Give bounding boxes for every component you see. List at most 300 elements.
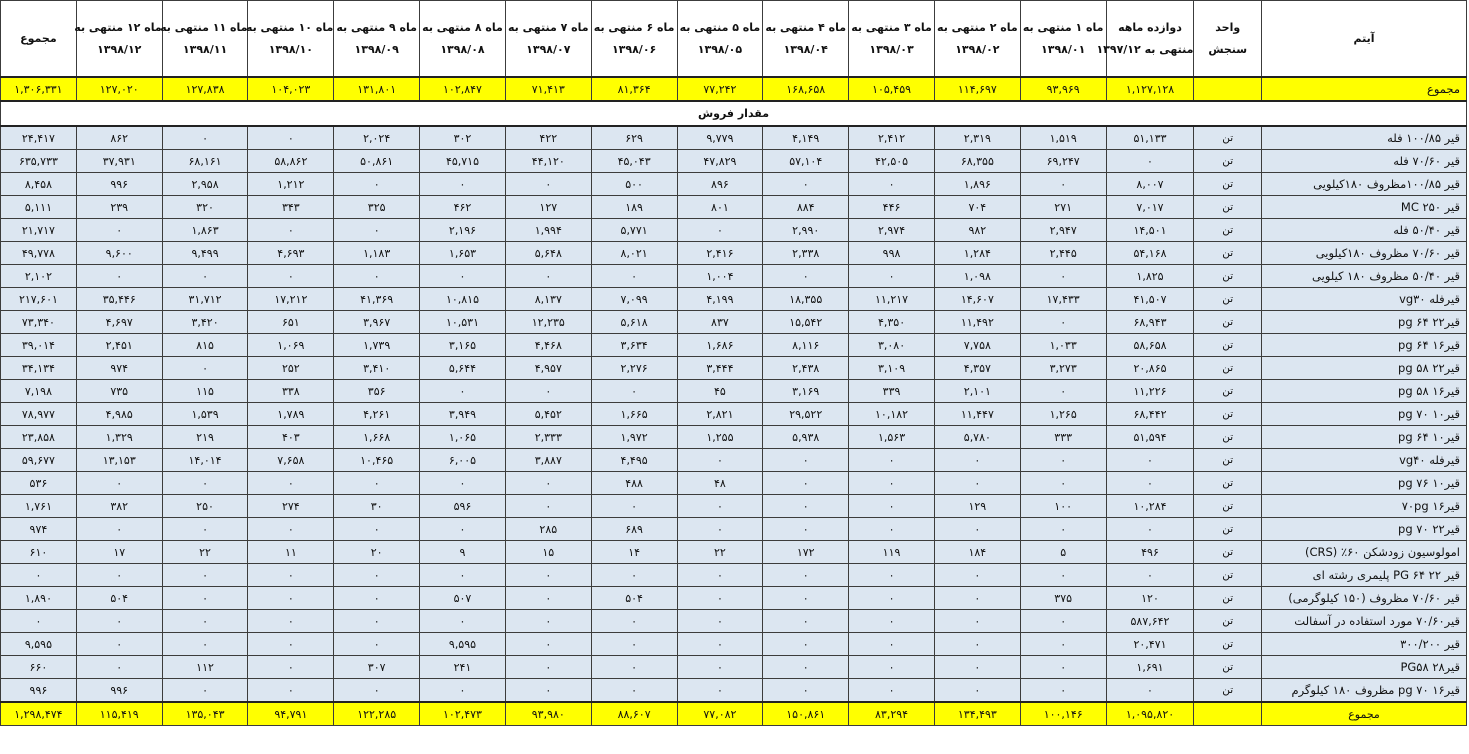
value-cell: ۰ <box>591 564 677 587</box>
value-cell: ۵,۶۴۸ <box>505 242 591 265</box>
value-cell: ۳۱,۷۱۲ <box>162 288 248 311</box>
value-cell: ۲۱,۷۱۷ <box>1 219 77 242</box>
value-cell: ۰ <box>763 173 849 196</box>
unit-cell: تن <box>1194 126 1262 150</box>
value-cell: ۳۳۹ <box>849 380 935 403</box>
value-cell: ۵۹۶ <box>420 495 506 518</box>
value-cell: ۵۰۷ <box>420 587 506 610</box>
value-cell: ۳۰۷ <box>334 656 420 679</box>
value-cell: ۱۲۷,۸۳۸ <box>162 77 248 101</box>
value-cell: ۴۴,۱۲۰ <box>505 150 591 173</box>
value-cell: ۷۳,۳۴۰ <box>1 311 77 334</box>
value-cell: ۱,۳۰۶,۳۳۱ <box>1 77 77 101</box>
value-cell: ۲۸۵ <box>505 518 591 541</box>
value-cell: ۲۲ <box>162 541 248 564</box>
value-cell: ۱,۰۶۵ <box>420 426 506 449</box>
table-row <box>1 426 1467 449</box>
column-header: ماه ۲ منتهی به ۱۳۹۸/۰۲ <box>934 1 1020 78</box>
value-cell: ۴,۳۵۷ <box>934 357 1020 380</box>
value-cell: ۰ <box>505 380 591 403</box>
value-cell: ۳۳۸ <box>248 380 334 403</box>
value-cell: ۵,۶۴۴ <box>420 357 506 380</box>
value-cell: ۴۵,۰۴۳ <box>591 150 677 173</box>
value-cell: ۸۱,۳۶۴ <box>591 77 677 101</box>
value-cell: ۰ <box>76 610 162 633</box>
value-cell: ۱,۲۱۲ <box>248 173 334 196</box>
value-cell: ۱,۳۲۹ <box>76 426 162 449</box>
item-cell: مجموع <box>1262 702 1467 726</box>
value-cell: ۰ <box>162 357 248 380</box>
table-row <box>1 196 1467 219</box>
value-cell: ۲۴,۴۱۷ <box>1 126 77 150</box>
item-cell: قیرفله vg۴۰ <box>1262 449 1467 472</box>
value-cell: ۳,۶۳۴ <box>591 334 677 357</box>
value-cell: ۲,۴۱۶ <box>677 242 763 265</box>
value-cell: ۰ <box>505 679 591 703</box>
value-cell: ۰ <box>1020 311 1106 334</box>
table-row <box>1 656 1467 679</box>
value-cell: ۹۷۴ <box>76 357 162 380</box>
table-row <box>1 380 1467 403</box>
value-cell: ۴۸ <box>677 472 763 495</box>
value-cell: ۱۷,۴۳۳ <box>1020 288 1106 311</box>
value-cell: ۲,۳۳۸ <box>763 242 849 265</box>
item-cell: قیرفله vg۳۰ <box>1262 288 1467 311</box>
value-cell: ۸۱۵ <box>162 334 248 357</box>
unit-cell: تن <box>1194 357 1262 380</box>
table-row <box>1 150 1467 173</box>
value-cell: ۷,۱۹۸ <box>1 380 77 403</box>
value-cell: ۰ <box>763 449 849 472</box>
value-cell: ۰ <box>849 633 935 656</box>
value-cell: ۵۸,۶۵۸ <box>1106 334 1194 357</box>
value-cell: ۰ <box>849 564 935 587</box>
value-cell: ۲۲ <box>677 541 763 564</box>
value-cell: ۱۱,۴۴۷ <box>934 403 1020 426</box>
value-cell: ۲,۳۱۹ <box>934 126 1020 150</box>
value-cell: ۰ <box>505 564 591 587</box>
value-cell: ۰ <box>420 173 506 196</box>
value-cell: ۲,۱۰۱ <box>934 380 1020 403</box>
value-cell: ۱۳۴,۴۹۳ <box>934 702 1020 726</box>
value-cell: ۱,۹۷۲ <box>591 426 677 449</box>
unit-cell: تن <box>1194 265 1262 288</box>
column-header: ماه ۱ منتهی به ۱۳۹۸/۰۱ <box>1020 1 1106 78</box>
value-cell: ۰ <box>849 265 935 288</box>
value-cell: ۲,۸۲۱ <box>677 403 763 426</box>
value-cell: ۸۶۲ <box>76 126 162 150</box>
value-cell: ۴,۶۹۳ <box>248 242 334 265</box>
value-cell: ۴,۱۴۹ <box>763 126 849 150</box>
value-cell: ۰ <box>248 679 334 703</box>
value-cell: ۵۷,۱۰۴ <box>763 150 849 173</box>
unit-cell: تن <box>1194 219 1262 242</box>
table-row <box>1 219 1467 242</box>
value-cell: ۰ <box>505 587 591 610</box>
value-cell: ۴۵,۷۱۵ <box>420 150 506 173</box>
value-cell: ۱۳۵,۰۴۳ <box>162 702 248 726</box>
value-cell: ۰ <box>1106 518 1194 541</box>
value-cell: ۵۰۰ <box>591 173 677 196</box>
value-cell: ۹۳,۹۶۹ <box>1020 77 1106 101</box>
value-cell: ۱,۰۰۴ <box>677 265 763 288</box>
value-cell: ۰ <box>420 679 506 703</box>
value-cell: ۶۳۵,۷۳۳ <box>1 150 77 173</box>
value-cell: ۹۳,۹۸۰ <box>505 702 591 726</box>
item-cell: قیر۲۲ ۷۰ pg <box>1262 518 1467 541</box>
value-cell: ۲۳۹ <box>76 196 162 219</box>
value-cell: ۷,۷۵۸ <box>934 334 1020 357</box>
value-cell: ۱۸۹ <box>591 196 677 219</box>
unit-cell: تن <box>1194 564 1262 587</box>
value-cell: ۵,۴۵۲ <box>505 403 591 426</box>
unit-cell: تن <box>1194 472 1262 495</box>
table-row <box>1 403 1467 426</box>
value-cell: ۰ <box>1020 380 1106 403</box>
value-cell: ۶۸۹ <box>591 518 677 541</box>
value-cell: ۱۲۷ <box>505 196 591 219</box>
value-cell: ۷۸,۹۷۷ <box>1 403 77 426</box>
value-cell: ۶۸,۴۴۲ <box>1106 403 1194 426</box>
value-cell: ۱,۰۹۸ <box>934 265 1020 288</box>
value-cell: ۰ <box>76 265 162 288</box>
value-cell: ۰ <box>248 518 334 541</box>
value-cell: ۰ <box>934 564 1020 587</box>
value-cell: ۷۷,۲۴۲ <box>677 77 763 101</box>
value-cell: ۳,۰۸۰ <box>849 334 935 357</box>
value-cell: ۳۰ <box>334 495 420 518</box>
value-cell: ۰ <box>1020 633 1106 656</box>
value-cell: ۱۰,۵۳۱ <box>420 311 506 334</box>
value-cell: ۴,۱۹۹ <box>677 288 763 311</box>
value-cell: ۱,۶۹۱ <box>1106 656 1194 679</box>
value-cell: ۱۲۰ <box>1106 587 1194 610</box>
column-header: ماه ۱۰ منتهی به ۱۳۹۸/۱۰ <box>248 1 334 78</box>
value-cell: ۲۰ <box>334 541 420 564</box>
unit-cell: تن <box>1194 426 1262 449</box>
value-cell: ۳,۱۶۵ <box>420 334 506 357</box>
value-cell: ۰ <box>334 679 420 703</box>
value-cell: ۵۴,۱۶۸ <box>1106 242 1194 265</box>
value-cell: ۱۴,۶۰۷ <box>934 288 1020 311</box>
value-cell: ۳,۱۰۹ <box>849 357 935 380</box>
value-cell: ۴۹,۷۷۸ <box>1 242 77 265</box>
value-cell: ۱,۰۳۳ <box>1020 334 1106 357</box>
value-cell: ۰ <box>334 173 420 196</box>
value-cell: ۰ <box>763 564 849 587</box>
item-cell: قیر۱۰ ۷۶ pg <box>1262 472 1467 495</box>
value-cell: ۰ <box>248 126 334 150</box>
value-cell: ۳,۹۶۷ <box>334 311 420 334</box>
value-cell: ۰ <box>505 472 591 495</box>
value-cell: ۲,۰۲۴ <box>334 126 420 150</box>
value-cell: ۱۴,۰۱۴ <box>162 449 248 472</box>
value-cell: ۱۷ <box>76 541 162 564</box>
value-cell: ۴۲,۵۰۵ <box>849 150 935 173</box>
value-cell: ۳,۴۲۰ <box>162 311 248 334</box>
column-header: ماه ۹ منتهی به ۱۳۹۸/۰۹ <box>334 1 420 78</box>
value-cell: ۱۴,۵۰۱ <box>1106 219 1194 242</box>
value-cell: ۰ <box>420 472 506 495</box>
item-cell: قیر۱۰ ۷۰ pg <box>1262 403 1467 426</box>
value-cell: ۸,۱۳۷ <box>505 288 591 311</box>
value-cell: ۳,۸۸۷ <box>505 449 591 472</box>
value-cell: ۱۸,۳۵۵ <box>763 288 849 311</box>
value-cell: ۱,۶۶۵ <box>591 403 677 426</box>
column-header: مجموع <box>1 1 77 78</box>
value-cell: ۰ <box>763 265 849 288</box>
item-cell: قیر۲۸ PG۵۸ <box>1262 656 1467 679</box>
value-cell: ۱۲,۲۳۵ <box>505 311 591 334</box>
value-cell: ۴,۴۶۸ <box>505 334 591 357</box>
value-cell: ۳,۱۶۹ <box>763 380 849 403</box>
value-cell: ۴,۴۹۵ <box>591 449 677 472</box>
value-cell: ۰ <box>763 518 849 541</box>
value-cell: ۷۳۵ <box>76 380 162 403</box>
value-cell: ۰ <box>591 610 677 633</box>
value-cell: ۱۰,۸۱۵ <box>420 288 506 311</box>
value-cell: ۰ <box>334 633 420 656</box>
value-cell: ۰ <box>334 518 420 541</box>
column-header: ماه ۱۱ منتهی به ۱۳۹۸/۱۱ <box>162 1 248 78</box>
value-cell: ۰ <box>1106 150 1194 173</box>
value-cell: ۳۲۵ <box>334 196 420 219</box>
value-cell: ۴,۲۶۱ <box>334 403 420 426</box>
item-cell: قیر ۳۰۰/۲۰۰ <box>1262 633 1467 656</box>
value-cell: ۰ <box>591 495 677 518</box>
column-header: آیتم <box>1262 1 1467 78</box>
value-cell: ۰ <box>763 633 849 656</box>
value-cell: ۶,۰۰۵ <box>420 449 506 472</box>
value-cell: ۸۳,۲۹۴ <box>849 702 935 726</box>
item-cell: قیر ۲۵۰ MC <box>1262 196 1467 219</box>
item-cell: قیر۱۶ ۵۸ pg <box>1262 380 1467 403</box>
value-cell: ۱,۶۵۳ <box>420 242 506 265</box>
value-cell: ۰ <box>248 219 334 242</box>
value-cell: ۱۱۵ <box>162 380 248 403</box>
value-cell: ۰ <box>591 679 677 703</box>
value-cell: ۱,۱۸۳ <box>334 242 420 265</box>
value-cell: ۳۷,۹۳۱ <box>76 150 162 173</box>
unit-cell: تن <box>1194 449 1262 472</box>
value-cell: ۲۳,۸۵۸ <box>1 426 77 449</box>
value-cell: ۰ <box>162 518 248 541</box>
table-row <box>1 173 1467 196</box>
value-cell: ۰ <box>1106 472 1194 495</box>
value-cell: ۰ <box>934 633 1020 656</box>
value-cell: ۲,۱۰۲ <box>1 265 77 288</box>
value-cell: ۰ <box>763 587 849 610</box>
value-cell: ۱۱۴,۶۹۷ <box>934 77 1020 101</box>
value-cell: ۰ <box>591 656 677 679</box>
value-cell: ۰ <box>334 610 420 633</box>
value-cell: ۴,۹۸۵ <box>76 403 162 426</box>
value-cell: ۱۱۹ <box>849 541 935 564</box>
table-row <box>1 242 1467 265</box>
value-cell: ۹۷۴ <box>1 518 77 541</box>
value-cell: ۴۵ <box>677 380 763 403</box>
item-cell: مجموع <box>1262 77 1467 101</box>
value-cell: ۹۴,۷۹۱ <box>248 702 334 726</box>
value-cell: ۵,۷۷۱ <box>591 219 677 242</box>
value-cell: ۸,۴۵۸ <box>1 173 77 196</box>
value-cell: ۳,۲۷۳ <box>1020 357 1106 380</box>
value-cell: ۳۵۶ <box>334 380 420 403</box>
table-row <box>1 449 1467 472</box>
value-cell: ۰ <box>1020 518 1106 541</box>
value-cell: ۰ <box>934 472 1020 495</box>
item-cell: قیر ۱۰۰/۸۵مظروف ۱۸۰کیلویی <box>1262 173 1467 196</box>
value-cell: ۶۸,۳۵۵ <box>934 150 1020 173</box>
unit-cell: تن <box>1194 656 1262 679</box>
value-cell: ۰ <box>849 518 935 541</box>
value-cell: ۰ <box>677 518 763 541</box>
value-cell: ۰ <box>420 265 506 288</box>
value-cell: ۳۰۲ <box>420 126 506 150</box>
value-cell: ۷۷,۰۸۲ <box>677 702 763 726</box>
value-cell: ۰ <box>76 219 162 242</box>
value-cell: ۶۲۹ <box>591 126 677 150</box>
value-cell: ۰ <box>505 265 591 288</box>
value-cell: ۰ <box>248 587 334 610</box>
unit-cell: تن <box>1194 495 1262 518</box>
value-cell: ۰ <box>763 679 849 703</box>
value-cell: ۳۵,۴۴۶ <box>76 288 162 311</box>
table-row <box>1 265 1467 288</box>
value-cell: ۰ <box>76 564 162 587</box>
value-cell: ۰ <box>505 633 591 656</box>
value-cell: ۱۱,۲۲۶ <box>1106 380 1194 403</box>
value-cell: ۴۷,۸۲۹ <box>677 150 763 173</box>
value-cell: ۲۹,۵۲۲ <box>763 403 849 426</box>
value-cell: ۰ <box>420 610 506 633</box>
value-cell: ۰ <box>1020 449 1106 472</box>
value-cell: ۴,۳۵۰ <box>849 311 935 334</box>
value-cell: ۰ <box>934 587 1020 610</box>
value-cell: ۰ <box>420 518 506 541</box>
value-cell: ۰ <box>763 495 849 518</box>
item-cell: قیر ۵۰/۴۰ فله <box>1262 219 1467 242</box>
value-cell: ۹۹۸ <box>849 242 935 265</box>
item-cell: قیر ۲۲ ۶۴ PG پلیمری رشته ای <box>1262 564 1467 587</box>
value-cell: ۰ <box>934 679 1020 703</box>
value-cell: ۲,۹۷۴ <box>849 219 935 242</box>
value-cell: ۱۲۷,۰۲۰ <box>76 77 162 101</box>
column-header: دوازده ماهه منتهی به ۱۳۹۷/۱۲ <box>1106 1 1194 78</box>
value-cell: ۱,۷۸۹ <box>248 403 334 426</box>
value-cell: ۱,۵۶۳ <box>849 426 935 449</box>
value-cell: ۱۵,۵۴۲ <box>763 311 849 334</box>
value-cell: ۸۰۱ <box>677 196 763 219</box>
value-cell: ۱۰۲,۸۴۷ <box>420 77 506 101</box>
value-cell: ۴۸۸ <box>591 472 677 495</box>
value-cell: ۰ <box>677 610 763 633</box>
value-cell: ۲,۹۵۸ <box>162 173 248 196</box>
value-cell: ۵۱,۵۹۴ <box>1106 426 1194 449</box>
value-cell: ۱۰۴,۰۲۳ <box>248 77 334 101</box>
value-cell: ۰ <box>76 518 162 541</box>
top-total-row <box>1 77 1467 101</box>
value-cell: ۰ <box>1 610 77 633</box>
value-cell: ۱,۷۳۹ <box>334 334 420 357</box>
value-cell: ۲۱۷,۶۰۱ <box>1 288 77 311</box>
value-cell: ۰ <box>248 610 334 633</box>
column-header: ماه ۵ منتهی به ۱۳۹۸/۰۵ <box>677 1 763 78</box>
column-header: ماه ۱۲ منتهی به ۱۳۹۸/۱۲ <box>76 1 162 78</box>
value-cell: ۰ <box>1020 610 1106 633</box>
value-cell: ۰ <box>677 564 763 587</box>
value-cell: ۲۵۰ <box>162 495 248 518</box>
value-cell: ۰ <box>934 518 1020 541</box>
column-header: واحد سنجش <box>1194 1 1262 78</box>
value-cell: ۷۱,۴۱۳ <box>505 77 591 101</box>
value-cell: ۱۳۱,۸۰۱ <box>334 77 420 101</box>
value-cell: ۶۱۰ <box>1 541 77 564</box>
value-cell: ۰ <box>849 472 935 495</box>
value-cell: ۱,۵۳۹ <box>162 403 248 426</box>
value-cell: ۰ <box>505 495 591 518</box>
value-cell: ۰ <box>334 472 420 495</box>
value-cell: ۴۰۳ <box>248 426 334 449</box>
item-cell: قیر۲۲ ۶۴ pg <box>1262 311 1467 334</box>
value-cell: ۸,۱۱۶ <box>763 334 849 357</box>
item-cell: قیر۱۶ ۶۴ pg <box>1262 334 1467 357</box>
table-row <box>1 610 1467 633</box>
column-header: ماه ۴ منتهی به ۱۳۹۸/۰۴ <box>763 1 849 78</box>
item-cell: قیر ۷۰/۶۰ مظروف ۱۸۰کیلویی <box>1262 242 1467 265</box>
value-cell: ۱۱۵,۴۱۹ <box>76 702 162 726</box>
value-cell: ۳۸۲ <box>76 495 162 518</box>
value-cell: ۱۲۹ <box>934 495 1020 518</box>
value-cell: ۰ <box>162 265 248 288</box>
value-cell: ۲,۴۵۱ <box>76 334 162 357</box>
table-body <box>1 77 1467 726</box>
item-cell: قیر ۷۰/۶۰ فله <box>1262 150 1467 173</box>
value-cell: ۲,۴۳۸ <box>763 357 849 380</box>
value-cell: ۱۱۲ <box>162 656 248 679</box>
item-cell: قیر۲۲ ۵۸ pg <box>1262 357 1467 380</box>
value-cell: ۱۴ <box>591 541 677 564</box>
value-cell: ۴۶۲ <box>420 196 506 219</box>
unit-cell: تن <box>1194 288 1262 311</box>
value-cell: ۰ <box>849 610 935 633</box>
unit-cell: تن <box>1194 150 1262 173</box>
value-cell: ۴۹۶ <box>1106 541 1194 564</box>
value-cell: ۱,۵۱۹ <box>1020 126 1106 150</box>
unit-cell: تن <box>1194 242 1262 265</box>
value-cell: ۱۳,۱۵۳ <box>76 449 162 472</box>
value-cell: ۷,۰۱۷ <box>1106 196 1194 219</box>
column-header: ماه ۶ منتهی به ۱۳۹۸/۰۶ <box>591 1 677 78</box>
value-cell: ۰ <box>849 679 935 703</box>
value-cell: ۰ <box>248 472 334 495</box>
table-row <box>1 334 1467 357</box>
header-row <box>1 1 1467 78</box>
value-cell: ۳,۴۴۴ <box>677 357 763 380</box>
value-cell: ۰ <box>505 610 591 633</box>
value-cell: ۰ <box>677 633 763 656</box>
value-cell: ۲۰,۸۶۵ <box>1106 357 1194 380</box>
value-cell: ۰ <box>505 656 591 679</box>
value-cell: ۹,۵۹۵ <box>1 633 77 656</box>
value-cell: ۱,۸۶۳ <box>162 219 248 242</box>
value-cell: ۶۸,۹۴۳ <box>1106 311 1194 334</box>
value-cell: ۰ <box>591 265 677 288</box>
value-cell: ۴۱,۵۰۷ <box>1106 288 1194 311</box>
value-cell: ۲,۴۱۲ <box>849 126 935 150</box>
item-cell: قیر۱۶ ۷۰pg <box>1262 495 1467 518</box>
value-cell: ۰ <box>849 173 935 196</box>
